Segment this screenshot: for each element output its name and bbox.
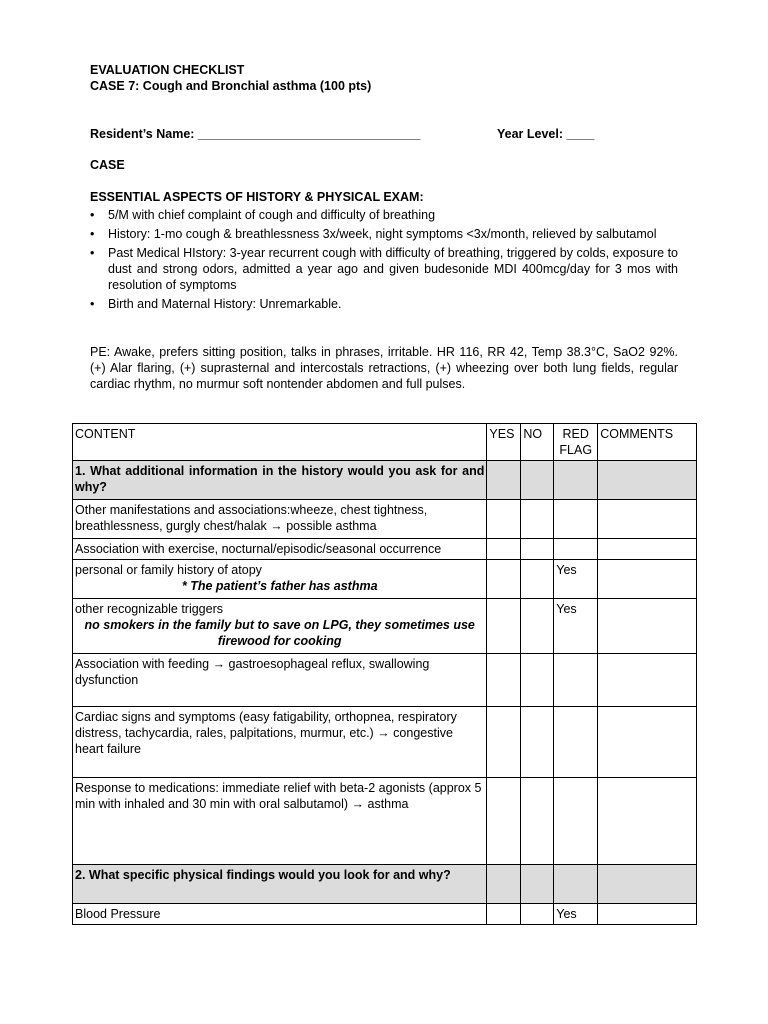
question-row <box>73 461 697 500</box>
comments-cell[interactable] <box>598 865 697 904</box>
no-cell[interactable] <box>521 654 554 707</box>
question-2: 2. What specific physical findings would you look for and why? <box>73 865 487 904</box>
table-row <box>73 599 697 654</box>
red-flag-cell[interactable] <box>554 707 598 778</box>
title-line-2: CASE 7: Cough and Bronchial asthma (100 pts) <box>90 79 372 93</box>
no-cell[interactable] <box>521 539 554 560</box>
comments-cell[interactable] <box>598 778 697 865</box>
no-cell[interactable] <box>521 599 554 654</box>
header-no: NO <box>521 424 554 461</box>
yes-cell[interactable] <box>487 560 521 599</box>
row-content: Response to medications: immediate relief with beta-2 agonists (approx 5 min with inhaled and 30 min with oral salbutamol) → asthma <box>73 778 487 865</box>
comments-cell[interactable] <box>598 500 697 539</box>
header-red-flag: RED FLAG <box>554 424 598 461</box>
table-row <box>73 500 697 539</box>
row-content <box>73 599 487 654</box>
no-cell[interactable] <box>521 865 554 904</box>
comments-cell[interactable] <box>598 654 697 707</box>
essential-aspects-heading: ESSENTIAL ASPECTS OF HISTORY & PHYSICAL EXAM: <box>90 190 424 204</box>
header-yes: YES <box>487 424 521 461</box>
no-cell[interactable] <box>521 707 554 778</box>
list-item: • History: 1-mo cough & breathlessness 3x/week, night symptoms <3x/month, relieved by salbutamol <box>90 227 657 241</box>
yes-cell[interactable] <box>487 904 521 925</box>
yes-cell[interactable] <box>487 500 521 539</box>
red-flag-cell[interactable] <box>554 865 598 904</box>
question-1: 1. What additional information in the history would you ask for and why? <box>73 461 487 500</box>
no-cell[interactable] <box>521 500 554 539</box>
red-flag-cell[interactable] <box>554 539 598 560</box>
comments-cell[interactable] <box>598 707 697 778</box>
history-bullet-list <box>90 207 678 315</box>
list-item: • Past Medical HIstory: 3-year recurrent cough with difficulty of breathing, triggered by colds, exposure to dust and strong odors, admitted a year ago and given budesonide MDI 400mcg/day for 3 mos with resolution of symptoms <box>90 246 678 292</box>
case-heading: CASE <box>90 158 125 172</box>
red-flag-cell[interactable]: Yes <box>554 560 598 599</box>
question-row <box>73 865 697 904</box>
row-content: Blood Pressure <box>73 904 487 925</box>
table-row <box>73 539 697 560</box>
table-row <box>73 560 697 599</box>
no-cell[interactable] <box>521 904 554 925</box>
document-title <box>90 62 371 94</box>
comments-cell[interactable] <box>598 560 697 599</box>
yes-cell[interactable] <box>487 707 521 778</box>
row-text: personal or family history of atopy <box>75 563 262 577</box>
row-content <box>73 560 487 599</box>
yes-cell[interactable] <box>487 778 521 865</box>
table-row <box>73 707 697 778</box>
list-item: • Birth and Maternal History: Unremarkable. <box>90 297 342 311</box>
red-flag-cell[interactable] <box>554 461 598 500</box>
table-row <box>73 778 697 865</box>
row-note: * The patient’s father has asthma <box>181 579 378 593</box>
red-flag-cell[interactable]: Yes <box>554 599 598 654</box>
physical-exam-paragraph: PE: Awake, prefers sitting position, talks in phrases, irritable. HR 116, RR 42, Temp 38.3°C, SaO2 92%. (+) Alar flaring, (+) suprasternal and intercostals retractions, (+) wheezing over both lung fields, regular cardiac rhythm, no murmur soft nontender abdomen and full pulses. <box>90 345 678 391</box>
no-cell[interactable] <box>521 461 554 500</box>
row-note: no smokers in the family but to save on LPG, they sometimes use firewood for cooking <box>84 618 475 648</box>
row-content: Cardiac signs and symptoms (easy fatigability, orthopnea, respiratory distress, tachycardia, rales, palpitations, murmur, etc.) → congestive heart failure <box>73 707 487 778</box>
bullet-icon: • <box>90 227 95 241</box>
bullet-icon: • <box>90 208 95 222</box>
table-row <box>73 904 697 925</box>
red-flag-cell[interactable] <box>554 778 598 865</box>
evaluation-checklist-table <box>72 423 697 925</box>
row-content: Other manifestations and associations:wheeze, chest tightness, breathlessness, gurgly chest/halak → possible asthma <box>73 500 487 539</box>
row-text: other recognizable triggers <box>75 602 223 616</box>
table-header-row <box>73 424 697 461</box>
comments-cell[interactable] <box>598 539 697 560</box>
resident-name-field: Resident’s Name: ________________________________ <box>90 127 421 141</box>
row-content: Association with exercise, nocturnal/episodic/seasonal occurrence <box>73 539 487 560</box>
header-comments: COMMENTS <box>598 424 697 461</box>
comments-cell[interactable] <box>598 599 697 654</box>
header-content: CONTENT <box>73 424 487 461</box>
no-cell[interactable] <box>521 778 554 865</box>
yes-cell[interactable] <box>487 539 521 560</box>
no-cell[interactable] <box>521 560 554 599</box>
row-content: Association with feeding → gastroesophageal reflux, swallowing dysfunction <box>73 654 487 707</box>
red-flag-cell[interactable] <box>554 500 598 539</box>
yes-cell[interactable] <box>487 599 521 654</box>
table-row <box>73 654 697 707</box>
comments-cell[interactable] <box>598 461 697 500</box>
list-item: • 5/M with chief complaint of cough and difficulty of breathing <box>90 208 436 222</box>
bullet-icon: • <box>90 297 95 311</box>
red-flag-cell[interactable]: Yes <box>554 904 598 925</box>
yes-cell[interactable] <box>487 654 521 707</box>
year-level-field: Year Level: ____ <box>497 127 595 141</box>
comments-cell[interactable] <box>598 904 697 925</box>
title-line-1: EVALUATION CHECKLIST <box>90 63 245 77</box>
yes-cell[interactable] <box>487 461 521 500</box>
bullet-icon: • <box>90 246 95 260</box>
red-flag-cell[interactable] <box>554 654 598 707</box>
yes-cell[interactable] <box>487 865 521 904</box>
